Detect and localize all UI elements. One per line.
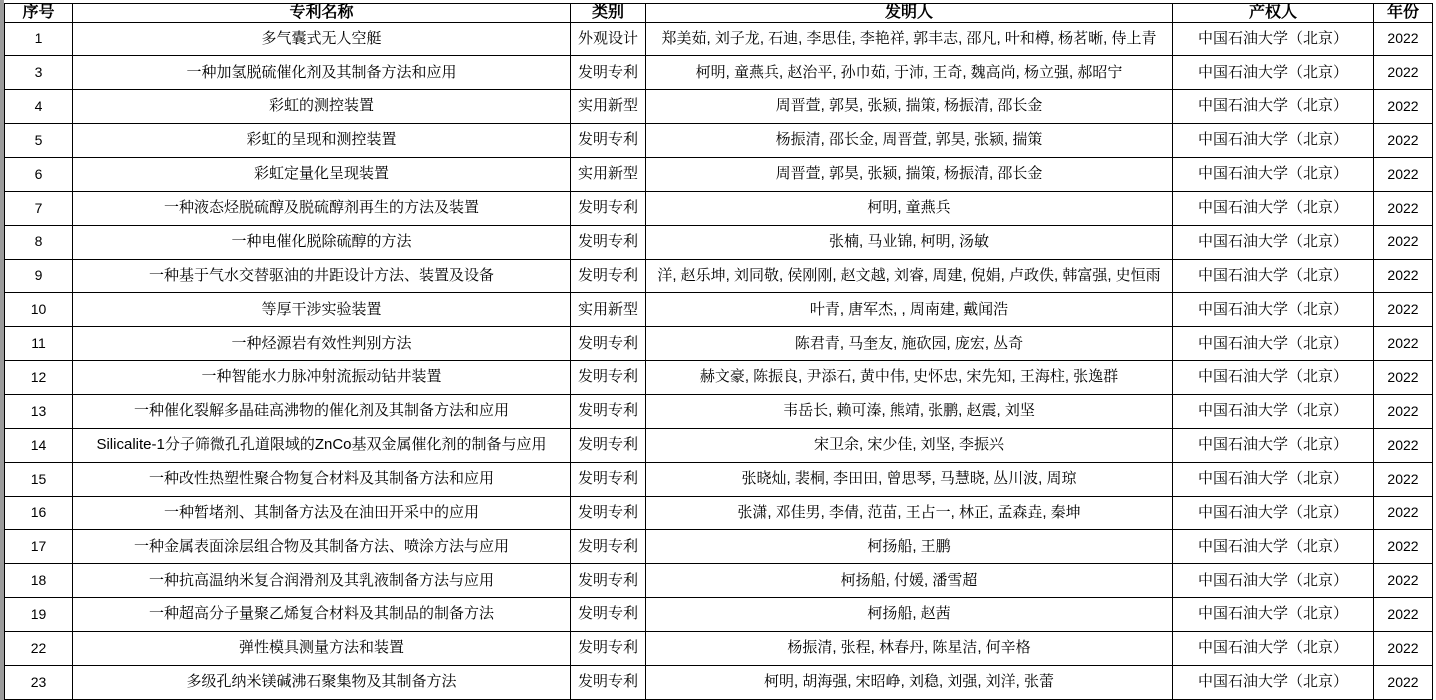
cell-serial: 14 xyxy=(5,428,73,462)
cell-serial: 15 xyxy=(5,462,73,496)
table-row xyxy=(5,361,1433,395)
cell-year: 2022 xyxy=(1374,158,1433,192)
cell-owner: 中国石油大学（北京） xyxy=(1173,293,1374,327)
cell-serial: 7 xyxy=(5,191,73,225)
cell-inventors: 张潇, 邓佳男, 李倩, 范苗, 王占一, 林正, 孟森垚, 秦坤 xyxy=(646,496,1173,530)
cell-category: 发明专利 xyxy=(571,530,646,564)
cell-category: 发明专利 xyxy=(571,327,646,361)
table-row xyxy=(5,158,1433,192)
cell-owner: 中国石油大学（北京） xyxy=(1173,428,1374,462)
table-row xyxy=(5,496,1433,530)
table-row xyxy=(5,530,1433,564)
cell-serial: 13 xyxy=(5,395,73,429)
cell-year: 2022 xyxy=(1374,327,1433,361)
cell-inventors: 杨振清, 邵长金, 周晋萱, 郭昊, 张颍, 揣策 xyxy=(646,124,1173,158)
cell-inventors: 赫文豪, 陈振良, 尹添石, 黄中伟, 史怀忠, 宋先知, 王海柱, 张逸群 xyxy=(646,361,1173,395)
cell-patent-title: 一种抗高温纳米复合润滑剂及其乳液制备方法与应用 xyxy=(73,564,571,598)
cell-patent-title: 多气囊式无人空艇 xyxy=(73,22,571,56)
cell-patent-title: 一种智能水力脉冲射流振动钻井装置 xyxy=(73,361,571,395)
cell-owner: 中国石油大学（北京） xyxy=(1173,598,1374,632)
cell-inventors: 张晓灿, 裴桐, 李田田, 曾思琴, 马慧晓, 丛川波, 周琼 xyxy=(646,462,1173,496)
column-header-serial: 序号 xyxy=(5,4,73,23)
column-header-title: 专利名称 xyxy=(73,4,571,23)
cell-patent-title: 一种加氢脱硫催化剂及其制备方法和应用 xyxy=(73,56,571,90)
cell-patent-title: 一种基于气水交替驱油的井距设计方法、装置及设备 xyxy=(73,259,571,293)
cell-inventors: 郑美茹, 刘子龙, 石迪, 李思佳, 李艳祥, 郭丰志, 邵凡, 叶和樽, 杨茗晰, 侍上青 xyxy=(646,22,1173,56)
table-header-row xyxy=(5,4,1433,23)
table-row xyxy=(5,462,1433,496)
cell-category: 发明专利 xyxy=(571,428,646,462)
cell-year: 2022 xyxy=(1374,496,1433,530)
cell-owner: 中国石油大学（北京） xyxy=(1173,225,1374,259)
cell-category: 实用新型 xyxy=(571,158,646,192)
cell-owner: 中国石油大学（北京） xyxy=(1173,564,1374,598)
cell-patent-title: 一种催化裂解多晶硅高沸物的催化剂及其制备方法和应用 xyxy=(73,395,571,429)
cell-owner: 中国石油大学（北京） xyxy=(1173,462,1374,496)
cell-year: 2022 xyxy=(1374,90,1433,124)
cell-patent-title: 弹性模具测量方法和装置 xyxy=(73,632,571,666)
cell-year: 2022 xyxy=(1374,395,1433,429)
cell-owner: 中国石油大学（北京） xyxy=(1173,22,1374,56)
cell-year: 2022 xyxy=(1374,22,1433,56)
cell-owner: 中国石油大学（北京） xyxy=(1173,632,1374,666)
cell-patent-title: 彩虹定量化呈现装置 xyxy=(73,158,571,192)
cell-year: 2022 xyxy=(1374,259,1433,293)
cell-serial: 12 xyxy=(5,361,73,395)
table-row xyxy=(5,56,1433,90)
cell-year: 2022 xyxy=(1374,564,1433,598)
patent-table xyxy=(4,3,1433,700)
cell-category: 发明专利 xyxy=(571,395,646,429)
cell-inventors: 叶青, 唐军杰, , 周南建, 戴闻浩 xyxy=(646,293,1173,327)
cell-year: 2022 xyxy=(1374,191,1433,225)
cell-patent-title: Silicalite-1分子筛微孔孔道限域的ZnCo基双金属催化剂的制备与应用 xyxy=(73,428,571,462)
cell-patent-title: 彩虹的测控装置 xyxy=(73,90,571,124)
cell-patent-title: 一种改性热塑性聚合物复合材料及其制备方法和应用 xyxy=(73,462,571,496)
cell-inventors: 陈君青, 马奎友, 施砍园, 庞宏, 丛奇 xyxy=(646,327,1173,361)
cell-owner: 中国石油大学（北京） xyxy=(1173,158,1374,192)
cell-category: 发明专利 xyxy=(571,632,646,666)
cell-patent-title: 等厚干涉实验装置 xyxy=(73,293,571,327)
cell-category: 发明专利 xyxy=(571,124,646,158)
cell-inventors: 周晋萱, 郭昊, 张颍, 揣策, 杨振清, 邵长金 xyxy=(646,90,1173,124)
cell-category: 发明专利 xyxy=(571,598,646,632)
cell-serial: 10 xyxy=(5,293,73,327)
cell-serial: 22 xyxy=(5,632,73,666)
cell-owner: 中国石油大学（北京） xyxy=(1173,327,1374,361)
cell-category: 发明专利 xyxy=(571,259,646,293)
cell-patent-title: 一种烃源岩有效性判别方法 xyxy=(73,327,571,361)
cell-category: 发明专利 xyxy=(571,462,646,496)
cell-owner: 中国石油大学（北京） xyxy=(1173,361,1374,395)
cell-year: 2022 xyxy=(1374,598,1433,632)
table-row xyxy=(5,598,1433,632)
cell-owner: 中国石油大学（北京） xyxy=(1173,90,1374,124)
cell-patent-title: 多级孔纳米镁碱沸石聚集物及其制备方法 xyxy=(73,665,571,699)
table-row xyxy=(5,564,1433,598)
cell-category: 发明专利 xyxy=(571,56,646,90)
cell-inventors: 杨振清, 张程, 林春丹, 陈星洁, 何辛格 xyxy=(646,632,1173,666)
cell-year: 2022 xyxy=(1374,665,1433,699)
cell-inventors: 宋卫余, 宋少佳, 刘坚, 李振兴 xyxy=(646,428,1173,462)
cell-serial: 5 xyxy=(5,124,73,158)
cell-year: 2022 xyxy=(1374,632,1433,666)
cell-category: 发明专利 xyxy=(571,564,646,598)
cell-inventors: 柯明, 童燕兵 xyxy=(646,191,1173,225)
cell-year: 2022 xyxy=(1374,124,1433,158)
cell-category: 发明专利 xyxy=(571,225,646,259)
cell-inventors: 柯扬船, 赵茜 xyxy=(646,598,1173,632)
cell-inventors: 柯明, 胡海强, 宋昭峥, 刘稳, 刘强, 刘洋, 张蕾 xyxy=(646,665,1173,699)
column-header-owner: 产权人 xyxy=(1173,4,1374,23)
table-row xyxy=(5,259,1433,293)
cell-inventors: 柯扬船, 付媛, 潘雪超 xyxy=(646,564,1173,598)
table-row xyxy=(5,293,1433,327)
cell-owner: 中国石油大学（北京） xyxy=(1173,124,1374,158)
table-row xyxy=(5,665,1433,699)
cell-category: 实用新型 xyxy=(571,293,646,327)
column-header-year: 年份 xyxy=(1374,4,1433,23)
cell-category: 发明专利 xyxy=(571,496,646,530)
cell-year: 2022 xyxy=(1374,225,1433,259)
cell-serial: 4 xyxy=(5,90,73,124)
cell-serial: 16 xyxy=(5,496,73,530)
cell-serial: 6 xyxy=(5,158,73,192)
column-header-inventors: 发明人 xyxy=(646,4,1173,23)
cell-patent-title: 彩虹的呈现和测控装置 xyxy=(73,124,571,158)
table-row xyxy=(5,428,1433,462)
table-row xyxy=(5,124,1433,158)
cell-year: 2022 xyxy=(1374,361,1433,395)
cell-year: 2022 xyxy=(1374,56,1433,90)
cell-inventors: 柯扬船, 王鹏 xyxy=(646,530,1173,564)
table-row xyxy=(5,395,1433,429)
cell-patent-title: 一种金属表面涂层组合物及其制备方法、喷涂方法与应用 xyxy=(73,530,571,564)
cell-serial: 1 xyxy=(5,22,73,56)
cell-serial: 17 xyxy=(5,530,73,564)
cell-serial: 19 xyxy=(5,598,73,632)
cell-patent-title: 一种液态烃脱硫醇及脱硫醇剂再生的方法及装置 xyxy=(73,191,571,225)
cell-year: 2022 xyxy=(1374,530,1433,564)
cell-category: 发明专利 xyxy=(571,361,646,395)
cell-owner: 中国石油大学（北京） xyxy=(1173,191,1374,225)
table-row xyxy=(5,225,1433,259)
column-header-category: 类别 xyxy=(571,4,646,23)
cell-serial: 18 xyxy=(5,564,73,598)
cell-year: 2022 xyxy=(1374,462,1433,496)
cell-category: 发明专利 xyxy=(571,665,646,699)
cell-patent-title: 一种超高分子量聚乙烯复合材料及其制品的制备方法 xyxy=(73,598,571,632)
cell-owner: 中国石油大学（北京） xyxy=(1173,259,1374,293)
cell-year: 2022 xyxy=(1374,293,1433,327)
cell-serial: 8 xyxy=(5,225,73,259)
header-row xyxy=(5,4,1433,23)
cell-owner: 中国石油大学（北京） xyxy=(1173,496,1374,530)
cell-inventors: 韦岳长, 赖可溱, 熊靖, 张鹏, 赵震, 刘坚 xyxy=(646,395,1173,429)
table-row xyxy=(5,191,1433,225)
cell-owner: 中国石油大学（北京） xyxy=(1173,530,1374,564)
cell-serial: 3 xyxy=(5,56,73,90)
table-row xyxy=(5,327,1433,361)
cell-patent-title: 一种暂堵剂、其制备方法及在油田开采中的应用 xyxy=(73,496,571,530)
cell-patent-title: 一种电催化脱除硫醇的方法 xyxy=(73,225,571,259)
table-row xyxy=(5,632,1433,666)
cell-owner: 中国石油大学（北京） xyxy=(1173,56,1374,90)
cell-inventors: 柯明, 童燕兵, 赵治平, 孙巾茹, 于沛, 王奇, 魏高尚, 杨立强, 郝昭宁 xyxy=(646,56,1173,90)
cell-inventors: 张楠, 马业锦, 柯明, 汤敏 xyxy=(646,225,1173,259)
table-row xyxy=(5,22,1433,56)
cell-year: 2022 xyxy=(1374,428,1433,462)
cell-inventors: 周晋萱, 郭昊, 张颍, 揣策, 杨振清, 邵长金 xyxy=(646,158,1173,192)
cell-serial: 11 xyxy=(5,327,73,361)
cell-owner: 中国石油大学（北京） xyxy=(1173,665,1374,699)
cell-category: 外观设计 xyxy=(571,22,646,56)
cell-serial: 23 xyxy=(5,665,73,699)
cell-serial: 9 xyxy=(5,259,73,293)
cell-owner: 中国石油大学（北京） xyxy=(1173,395,1374,429)
cell-category: 发明专利 xyxy=(571,191,646,225)
table-body xyxy=(5,22,1433,699)
cell-inventors: 洋, 赵乐坤, 刘同敬, 侯刚刚, 赵文越, 刘睿, 周建, 倪娟, 卢政佚, 韩富强, 史恒雨 xyxy=(646,259,1173,293)
cell-category: 实用新型 xyxy=(571,90,646,124)
table-row xyxy=(5,90,1433,124)
